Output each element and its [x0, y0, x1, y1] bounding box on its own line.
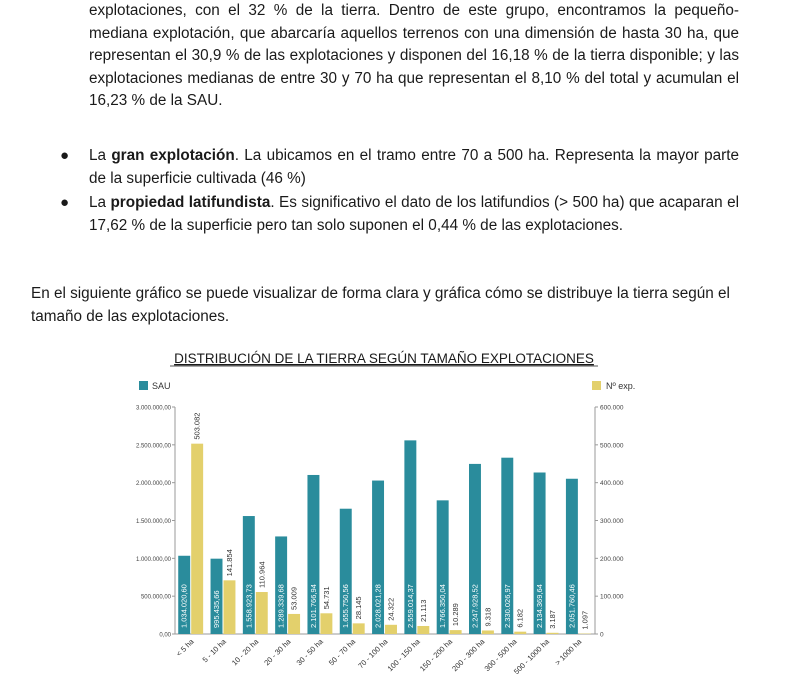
chart-svg	[120, 345, 780, 700]
data-label-exp: 24.322	[386, 597, 396, 621]
y-left-tick-label: 0,00	[159, 632, 171, 639]
chart-data-labels	[180, 413, 590, 630]
x-tick-label: 200 - 300 ha	[450, 637, 487, 674]
continuation-paragraph: explotaciones, con el 32 % de la tierra. Dentro de este grupo, encontramos la pequeño-mediana explotación, que abarcaría aquellos terrenos con una dimensión de hasta 30 ha, que representan el 30,9 % de las explotaciones y disponen del 16,18 % de la tierra disponible; y las explotaciones medianas de entre 30 y 70 ha que representan el 8,10 % del total y acumulan el 16,23 % de la SAU.	[89, 2, 739, 109]
y-left-tick-label: 500.000,00	[140, 594, 171, 601]
y-right-tick-label: 500.000	[600, 442, 624, 450]
bullet-bold-term: propiedad latifundista	[110, 194, 271, 211]
bar-exp	[482, 630, 494, 634]
data-label-sau: 2.134.369,64	[535, 584, 545, 628]
land-distribution-chart	[120, 345, 780, 700]
data-label-sau: 995.435,66	[212, 590, 222, 628]
x-tick-label: 70 - 100 ha	[356, 637, 390, 671]
data-label-sau: 1.766.350,04	[438, 584, 448, 628]
data-label-sau: 1.289.339,68	[276, 584, 286, 628]
bar-exp	[191, 444, 203, 634]
legend-swatch-exp	[592, 381, 601, 390]
bar-exp	[223, 580, 235, 634]
bullet-bold-term: gran explotación	[111, 147, 235, 164]
data-label-sau: 1.558.923,73	[244, 584, 254, 628]
bullet-rest: . Es significativo el dato de los latifundios (> 500 ha) que acaparan el 17,62 % de la superficie pero tan solo suponen el 0,44 % de las explotaciones.	[89, 194, 740, 234]
y-left-tick-label: 1.000.000,00	[135, 556, 171, 563]
bar-exp	[288, 614, 300, 634]
bullet-dot: ●	[60, 194, 70, 211]
y-right-tick-label: 600.000	[600, 404, 624, 412]
x-tick-label: 300 - 500 ha	[482, 637, 519, 674]
y-right-tick-label: 400.000	[600, 480, 624, 488]
x-tick-label: 20 - 30 ha	[262, 637, 293, 668]
x-tick-label: 30 - 50 ha	[294, 637, 325, 668]
data-label-sau: 2.559.014,37	[405, 584, 415, 628]
bar-exp	[256, 592, 268, 634]
bullet-rest: . La ubicamos en el tramo entre 70 a 500 ha. Representa la mayor parte de la superficie cultivada (46 %)	[89, 147, 739, 187]
bar-exp	[547, 633, 559, 634]
data-label-exp: 503.082	[192, 412, 202, 440]
chart-intro-paragraph: En el siguiente gráfico se puede visualizar de forma clara y gráfica cómo se distribuye la tierra según el tamaño de las explotaciones.	[31, 285, 730, 325]
y-right-tick-label: 200.000	[600, 555, 624, 563]
bullet-text	[89, 192, 739, 237]
y-right-tick-label: 300.000	[600, 518, 624, 525]
x-tick-label: > 1000 ha	[553, 637, 584, 668]
data-label-exp: 9.318	[483, 607, 493, 627]
bar-exp	[514, 632, 526, 634]
y-left-tick-label: 3.000.000,00	[135, 405, 171, 412]
chart-bars	[178, 440, 591, 634]
bar-exp	[353, 623, 365, 634]
data-label-exp: 1.097	[580, 610, 590, 630]
bar-exp	[417, 626, 429, 634]
x-tick-label: 50 - 70 ha	[326, 637, 358, 668]
chart-x-tick-labels	[174, 636, 584, 676]
data-label-exp: 3.187	[548, 610, 558, 629]
bar-exp	[385, 625, 397, 634]
data-label-sau: 2.330.026,97	[502, 584, 512, 628]
x-tick-label: 500 - 1000 ha	[511, 637, 551, 677]
data-label-exp: 141.854	[224, 549, 234, 577]
bullet-text	[89, 145, 739, 190]
data-label-exp: 54.731	[321, 586, 331, 610]
legend-label-sau: SAU	[152, 381, 171, 391]
x-tick-label: 150 - 200 ha	[417, 637, 455, 674]
data-label-sau: 2.028.021,28	[373, 584, 383, 628]
bullet-prefix: La	[89, 147, 112, 164]
data-label-exp: 6.182	[515, 608, 525, 628]
data-label-exp: 53.009	[289, 586, 299, 610]
data-label-sau: 2.247.928,52	[470, 584, 480, 628]
legend-swatch-sau	[139, 381, 148, 390]
y-left-tick-label: 2.500.000,00	[135, 443, 171, 450]
x-tick-label: < 5 ha	[174, 637, 196, 659]
data-label-sau: 1.655.750,56	[341, 584, 351, 628]
chart-title: DISTRIBUCIÓN DE LA TIERRA SEGÚN TAMAÑO EXPLOTACIONES	[174, 351, 594, 366]
y-left-tick-label: 1.500.000,00	[135, 519, 171, 525]
bar-exp	[450, 630, 462, 634]
data-label-exp: 28.145	[354, 596, 364, 620]
data-label-sau: 2.101.766,94	[308, 584, 318, 628]
y-left-tick-label: 2.000.000,00	[135, 481, 171, 488]
x-tick-label: 5 - 10 ha	[200, 637, 228, 665]
legend-label-exp: Nº exp.	[606, 381, 636, 391]
data-label-exp: 110.964	[257, 561, 267, 589]
x-tick-label: 100 - 150 ha	[385, 637, 422, 674]
x-tick-label: 10 - 20 ha	[229, 637, 261, 668]
data-label-sau: 1.034.020,60	[179, 584, 189, 628]
data-label-exp: 21.113	[418, 599, 428, 623]
bullet-prefix: La	[89, 194, 111, 211]
bullet-dot: ●	[60, 147, 70, 164]
bar-exp	[320, 613, 332, 634]
y-right-tick-label: 100.000	[600, 593, 624, 601]
data-label-sau: 2.051.760,46	[567, 584, 577, 628]
y-right-tick-label: 0	[600, 631, 604, 639]
data-label-exp: 10.289	[451, 603, 461, 627]
